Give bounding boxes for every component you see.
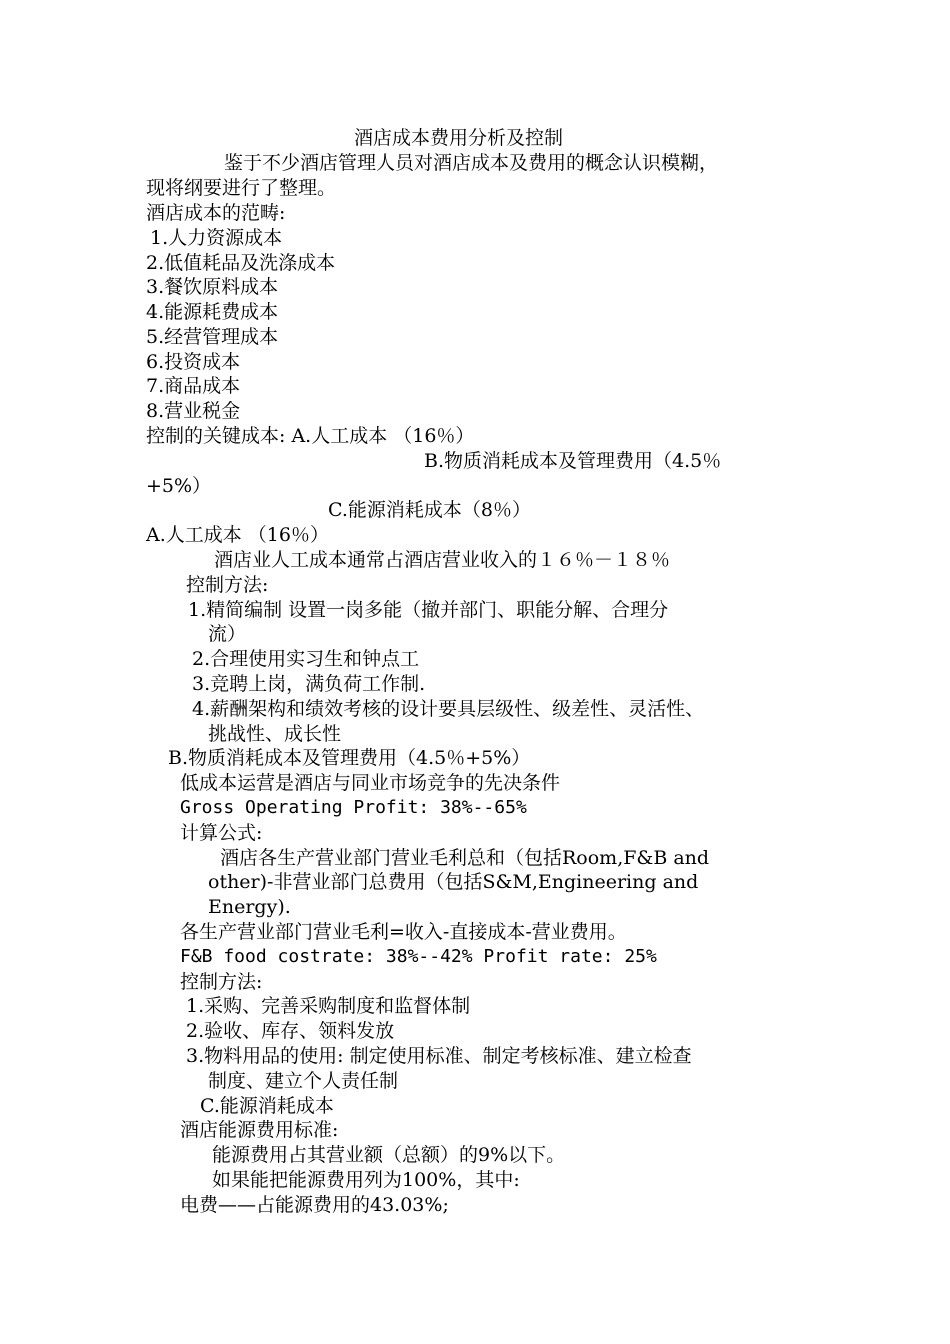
section-b-heading: B.物质消耗成本及管理费用（4.5％+5%）: [168, 747, 531, 769]
key-costs-line: 控制的关键成本: A.人工成本 （16％）: [146, 425, 475, 447]
section-b-fb-rates: F&B food costrate: 38%--42% Profit rate: 25%: [180, 946, 657, 967]
key-costs-b-cont: +5%）: [146, 475, 212, 497]
scope-item: 5.经营管理成本: [146, 326, 279, 348]
section-c-electricity: 电费——占能源费用的43.03%;: [180, 1194, 449, 1216]
section-b-method-2: 2.验收、库存、领料发放: [186, 1020, 395, 1042]
section-a-ratio: 酒店业人工成本通常占酒店营业收入的１６％－１８％: [214, 549, 671, 571]
section-b-gop: Gross Operating Profit: 38%--65%: [180, 797, 527, 818]
section-b-method-1: 1.采购、完善采购制度和监督体制: [186, 995, 471, 1017]
key-costs-c: C.能源消耗成本（8％）: [328, 499, 531, 521]
section-b-formula-line-2: other)-非营业部门总费用（包括S&M,Engineering and: [208, 871, 699, 893]
key-costs-b: B.物质消耗成本及管理费用（4.5％: [424, 450, 722, 472]
section-b-dept-profit: 各生产营业部门营业毛利=收入-直接成本-营业费用。: [180, 921, 627, 943]
scope-item: 4.能源耗费成本: [146, 301, 279, 323]
section-c-if-line: 如果能把能源费用列为100%，其中:: [212, 1169, 520, 1191]
section-b-formula-line-3: Energy).: [208, 896, 291, 918]
section-a-method-1: 1.精简编制 设置一岗多能（撤并部门、职能分解、合理分: [188, 599, 669, 621]
section-a-method-3: 3.竞聘上岗，满负荷工作制.: [192, 673, 426, 695]
document-title: 酒店成本费用分析及控制: [354, 127, 564, 149]
section-a-heading: A.人工成本 （16％）: [146, 524, 329, 546]
section-b-formula-heading: 计算公式:: [180, 822, 263, 844]
section-a-methods-heading: 控制方法:: [186, 574, 269, 596]
intro-line-1: 鉴于不少酒店管理人员对酒店成本及费用的概念认识模糊，: [224, 152, 719, 174]
scope-item: 3.餐饮原料成本: [146, 276, 279, 298]
section-a-method-4: 4.薪酬架构和绩效考核的设计要具层级性、级差性、灵活性、: [192, 698, 705, 720]
section-b-formula-line-1: 酒店各生产营业部门营业毛利总和（包括Room,F&B and: [220, 847, 710, 869]
section-b-premise: 低成本运营是酒店与同业市场竞争的先决条件: [180, 772, 561, 794]
section-b-methods-heading: 控制方法:: [180, 971, 263, 993]
section-a-method-4-cont: 挑战性、成长性: [208, 723, 342, 745]
scope-item: 6.投资成本: [146, 351, 241, 373]
scope-item: 2.低值耗品及洗涤成本: [146, 252, 336, 274]
section-a-method-2: 2.合理使用实习生和钟点工: [192, 648, 420, 670]
section-a-method-1-cont: 流）: [208, 623, 247, 645]
section-b-method-3-cont: 制度、建立个人责任制: [208, 1070, 399, 1092]
scope-heading: 酒店成本的范畴:: [146, 202, 286, 224]
section-c-standard: 能源费用占其营业额（总额）的9%以下。: [212, 1144, 566, 1166]
section-c-standard-heading: 酒店能源费用标准:: [180, 1119, 339, 1141]
section-c-heading: C.能源消耗成本: [200, 1095, 334, 1117]
scope-item: 8.营业税金: [146, 400, 241, 422]
section-b-method-3: 3.物料用品的使用: 制定使用标准、制定考核标准、建立检查: [186, 1045, 692, 1067]
intro-line-2: 现将纲要进行了整理。: [146, 177, 337, 199]
scope-item: 1.人力资源成本: [150, 227, 283, 249]
scope-item: 7.商品成本: [146, 375, 241, 397]
